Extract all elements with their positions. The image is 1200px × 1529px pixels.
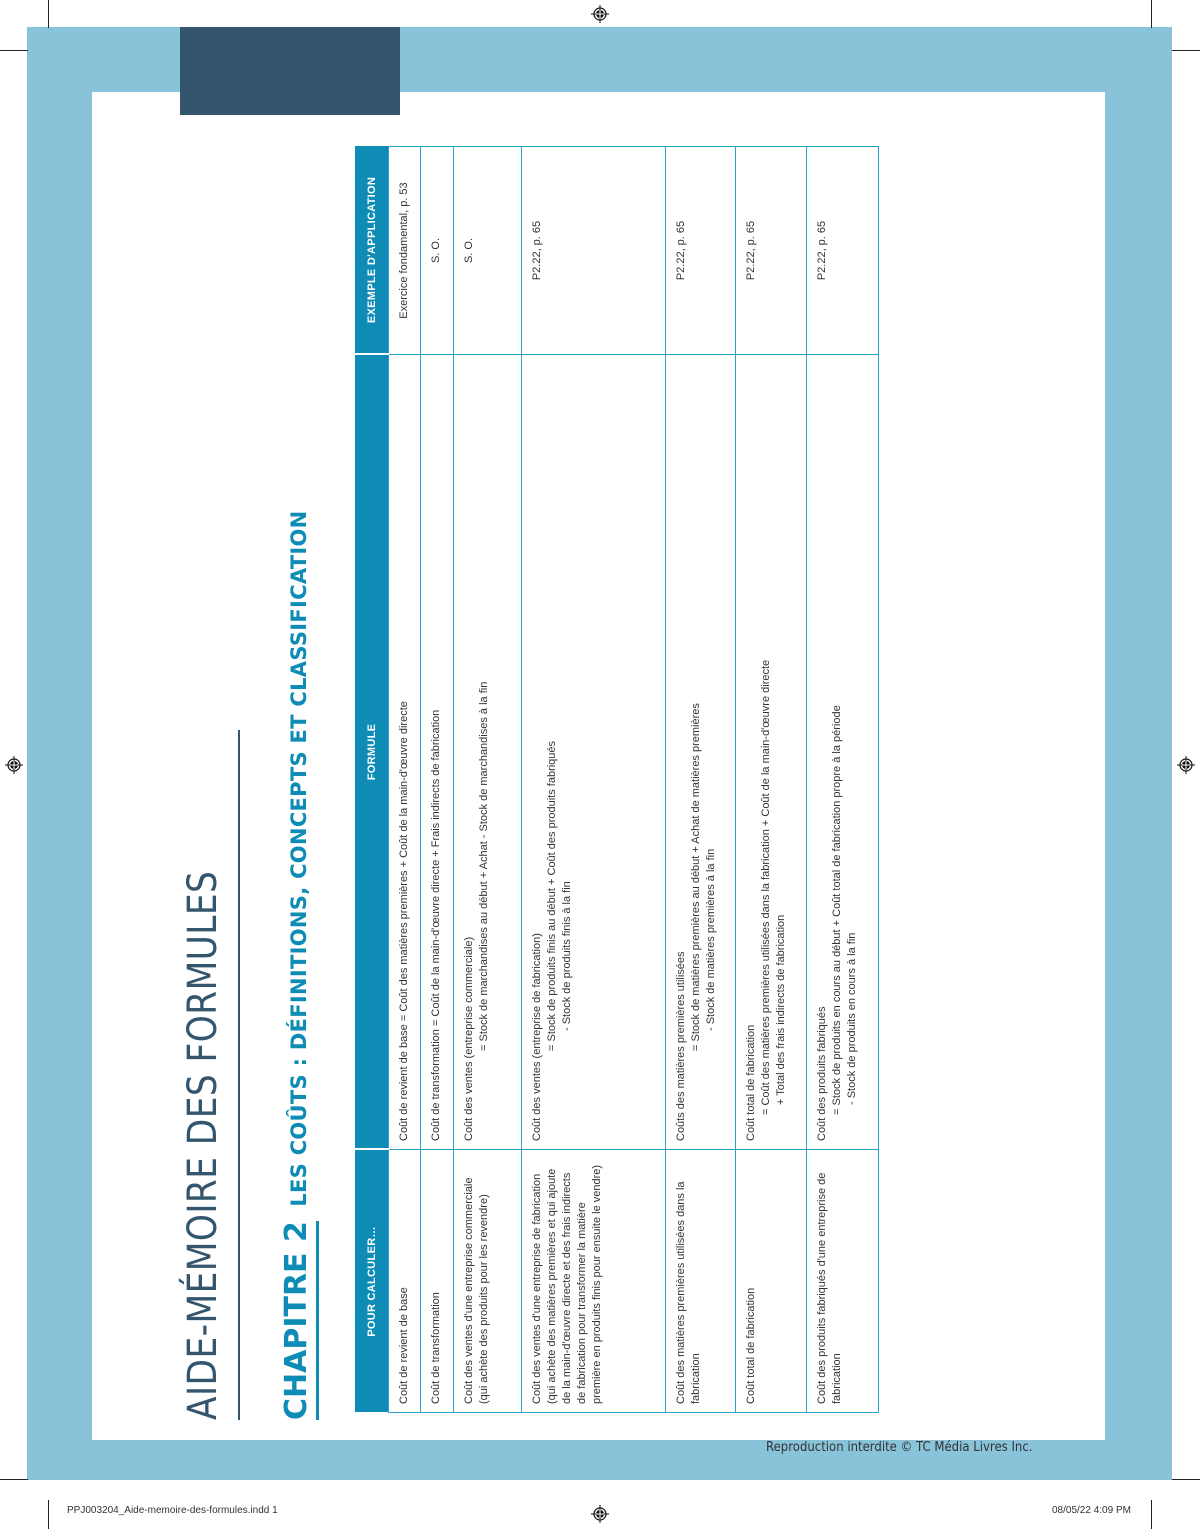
table-row xyxy=(736,147,807,1413)
formula-cell xyxy=(522,355,666,1150)
table-row xyxy=(522,147,666,1413)
calc-cell: Coût de transformation xyxy=(421,1150,454,1413)
registration-mark-icon xyxy=(591,1505,609,1523)
calc-cell: Coût total de fabrication xyxy=(736,1150,807,1413)
header-tab xyxy=(180,27,400,115)
chapter-heading xyxy=(278,510,319,1420)
formula-line: - Stock de produits en cours à la fin xyxy=(846,932,858,1105)
print-slug-filename: PPJ003204_Aide-memoire-des-formules.indd 1 xyxy=(67,1505,278,1516)
page-title: AIDE-MÉMOIRE DES FORMULES xyxy=(180,870,226,1420)
formula-line: - Stock de matières premières à la fin xyxy=(705,848,717,1031)
example-cell: P2.22, p. 65 xyxy=(666,147,736,355)
formula-cell xyxy=(666,355,736,1150)
formula-line: Coût des produits fabriqués xyxy=(816,1006,828,1141)
table-row xyxy=(421,147,454,1413)
table-row xyxy=(807,147,879,1413)
crop-mark xyxy=(1151,0,1152,28)
copyright-notice: Reproduction interdite © TC Média Livres Inc. xyxy=(766,1440,1033,1455)
formula-line: Coût total de fabrication xyxy=(745,1024,757,1141)
formula-cell xyxy=(421,355,454,1150)
example-cell: P2.22, p. 65 xyxy=(736,147,807,355)
formula-line: Coût des ventes (entreprise commerciale) xyxy=(463,936,475,1141)
formula-cell xyxy=(454,355,522,1150)
crop-mark xyxy=(0,1479,28,1480)
formula-line: = Stock de produits finis au début + Coût des produits fabriqués xyxy=(546,740,558,1051)
title-underline xyxy=(238,730,240,1420)
table-row xyxy=(454,147,522,1413)
example-cell: S. O. xyxy=(454,147,522,355)
crop-mark xyxy=(48,1500,49,1529)
calc-cell: Coût des produits fabriqués d'une entreprise de fabrication xyxy=(807,1150,879,1413)
formula-cell xyxy=(736,355,807,1150)
calc-cell: Coût des matières premières utilisées dans la fabrication xyxy=(666,1150,736,1413)
formula-line: = Stock de produits en cours au début + Coût total de fabrication propre à la période xyxy=(831,705,843,1115)
formula-line: Coût de revient de base = Coût des matières premières + Coût de la main-d'œuvre directe xyxy=(398,701,410,1141)
title-block xyxy=(180,510,350,1420)
formula-cell xyxy=(389,355,421,1150)
table-row xyxy=(666,147,736,1413)
example-cell: P2.22, p. 65 xyxy=(807,147,879,355)
crop-mark xyxy=(1172,1479,1200,1480)
calc-cell: Coût des ventes d'une entreprise commerciale (qui achète des produits pour les revendre) xyxy=(454,1150,522,1413)
crop-mark xyxy=(1172,50,1200,51)
formula-line: Coût de transformation = Coût de la main-d'œuvre directe + Frais indirects de fabrication xyxy=(430,709,442,1141)
example-cell: P2.22, p. 65 xyxy=(522,147,666,355)
crop-mark xyxy=(48,0,49,28)
formula-line: - Stock de produits finis à la fin xyxy=(561,881,573,1031)
example-cell: S. O. xyxy=(421,147,454,355)
chapter-number: CHAPITRE 2 xyxy=(278,1221,319,1420)
formula-line: = Stock de matières premières au début + Achat de matières premières xyxy=(690,703,702,1051)
formula-line: Coûts des matières premières utilisées xyxy=(675,951,687,1141)
table-header-row xyxy=(355,147,389,1413)
crop-mark xyxy=(0,50,28,51)
table-row xyxy=(389,147,421,1413)
print-slug-timestamp: 08/05/22 4:09 PM xyxy=(1052,1505,1131,1516)
registration-mark-icon xyxy=(5,756,23,774)
registration-mark-icon xyxy=(1177,756,1195,774)
column-header-formula: FORMULE xyxy=(355,355,389,1150)
calc-cell: Coût de revient de base xyxy=(389,1150,421,1413)
formula-line: = Stock de marchandises au début + Achat - Stock de marchandises à la fin xyxy=(478,681,490,1051)
crop-mark xyxy=(1151,1500,1152,1529)
formula-table xyxy=(355,146,879,1413)
example-cell: Exercice fondamental, p. 53 xyxy=(389,147,421,355)
chapter-title: LES COÛTS : DÉFINITIONS, CONCEPTS ET CLASSIFICATION xyxy=(287,510,311,1207)
column-header-calc: POUR CALCULER… xyxy=(355,1150,389,1413)
formula-line: = Coût des matières premières utilisées dans la fabrication + Coût de la main-d'œuvre directe xyxy=(760,659,772,1115)
registration-mark-icon xyxy=(591,5,609,23)
column-header-example: EXEMPLE D'APPLICATION xyxy=(355,147,389,355)
formula-line: Coût des ventes (entreprise de fabrication) xyxy=(531,933,543,1141)
formula-cell xyxy=(807,355,879,1150)
formula-line: + Total des frais indirects de fabrication xyxy=(775,914,787,1105)
formula-table-wrapper xyxy=(355,147,878,1413)
calc-cell: Coût des ventes d'une entreprise de fabrication (qui achète des matières premières et qui ajoute de la main-d'œuvre directe et des frais indirects de fabrication pour transformer la matière première en produits finis pour ensuite le vendre) xyxy=(522,1150,666,1413)
